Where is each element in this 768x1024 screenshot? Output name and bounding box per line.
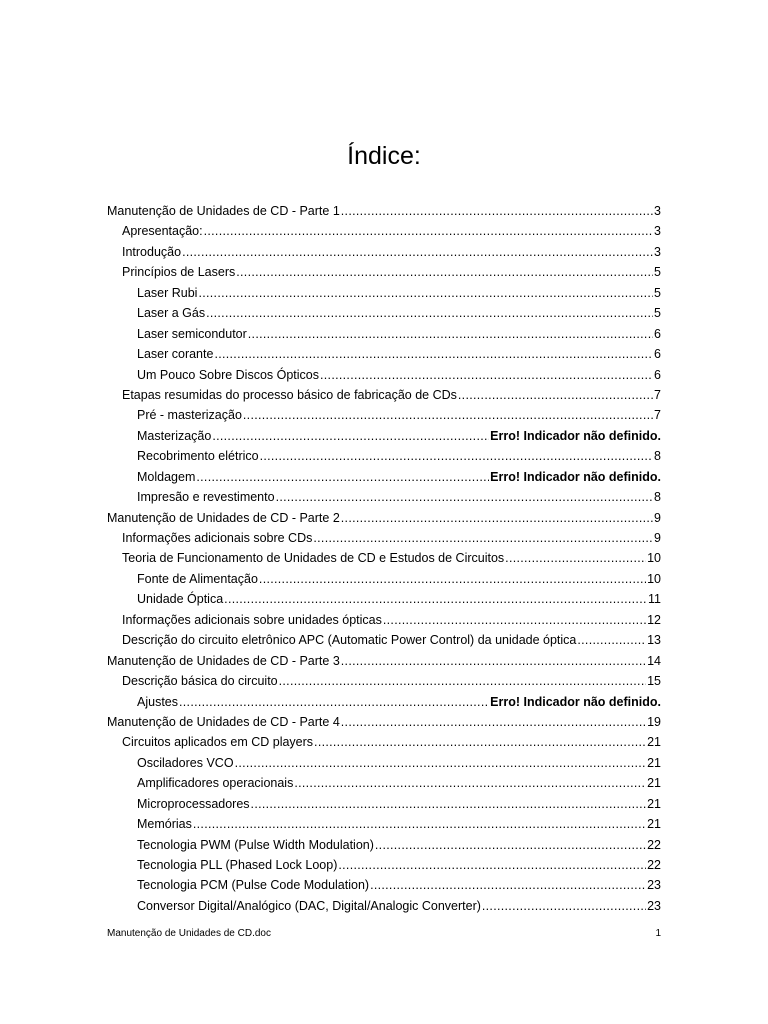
toc-dot-leader bbox=[313, 528, 653, 548]
toc-entry-label[interactable]: Pré - masterização bbox=[137, 408, 242, 423]
toc-entry[interactable] bbox=[107, 467, 661, 487]
toc-entry-label[interactable]: Laser a Gás bbox=[137, 306, 206, 321]
toc-entry[interactable] bbox=[107, 283, 661, 303]
toc-entry[interactable] bbox=[107, 671, 661, 691]
toc-entry-page-number[interactable]: 9 bbox=[654, 510, 661, 525]
toc-entry[interactable] bbox=[107, 794, 661, 814]
toc-entry-page-number[interactable]: 9 bbox=[654, 531, 661, 545]
toc-dot-leader bbox=[320, 365, 653, 385]
toc-dot-leader bbox=[259, 569, 646, 589]
toc-entry-label[interactable]: Conversor Digital/Analógico (DAC, Digital/Analogic Converter) bbox=[137, 898, 481, 913]
toc-entry[interactable] bbox=[107, 405, 661, 425]
toc-entry-page-number[interactable]: 10 bbox=[647, 551, 661, 566]
toc-entry-label[interactable]: Memórias bbox=[137, 817, 192, 832]
toc-dot-leader bbox=[193, 814, 646, 834]
toc-entry-label[interactable]: Laser corante bbox=[137, 347, 214, 362]
toc-entry[interactable] bbox=[107, 487, 661, 507]
toc-entry[interactable] bbox=[107, 835, 661, 855]
toc-dot-leader bbox=[577, 630, 646, 650]
toc-entry-label[interactable]: Tecnologia PLL (Phased Lock Loop) bbox=[137, 858, 338, 872]
toc-entry-label[interactable]: Circuitos aplicados em CD players bbox=[122, 735, 314, 750]
toc-dot-leader bbox=[198, 283, 653, 303]
toc-dot-leader bbox=[212, 426, 489, 446]
toc-entry-label[interactable]: Descrição do circuito eletrônico APC (Automatic Power Control) da unidade óptica bbox=[122, 633, 577, 648]
page-footer bbox=[107, 927, 661, 941]
toc-entry[interactable] bbox=[107, 262, 661, 282]
toc-entry-page-number[interactable]: 5 bbox=[654, 265, 661, 280]
toc-entry-label[interactable]: Tecnologia PWM (Pulse Width Modulation) bbox=[137, 837, 374, 852]
toc-entry[interactable] bbox=[107, 303, 661, 323]
toc-entry-label[interactable]: Descrição básica do circuito bbox=[122, 674, 278, 689]
toc-entry-label[interactable]: Manutenção de Unidades de CD - Parte 3 bbox=[107, 653, 340, 668]
toc-entry-label[interactable]: Princípios de Lasers bbox=[122, 265, 236, 280]
toc-entry[interactable] bbox=[107, 712, 661, 732]
toc-entry-label[interactable]: Unidade Óptica bbox=[137, 592, 224, 607]
toc-entry-page-number[interactable]: 8 bbox=[654, 449, 661, 464]
toc-dot-leader bbox=[341, 712, 646, 732]
toc-dot-leader bbox=[383, 610, 646, 630]
toc-dot-leader bbox=[505, 548, 646, 568]
toc-entry-label[interactable]: Tecnologia PCM (Pulse Code Modulation) bbox=[137, 878, 370, 893]
toc-entry[interactable] bbox=[107, 201, 661, 221]
toc-entry[interactable] bbox=[107, 344, 661, 364]
toc-entry-page-number[interactable]: 21 bbox=[647, 755, 661, 770]
toc-entry[interactable] bbox=[107, 221, 661, 241]
toc-dot-leader bbox=[236, 262, 653, 282]
toc-dot-leader bbox=[260, 446, 653, 466]
toc-entry-label[interactable]: Apresentação: bbox=[122, 224, 203, 239]
toc-dot-leader bbox=[196, 467, 489, 487]
toc-entry-label[interactable]: Introdução bbox=[122, 244, 182, 259]
toc-entry-label[interactable]: Informações adicionais sobre unidades ópticas bbox=[122, 612, 382, 627]
toc-dot-leader bbox=[482, 896, 646, 916]
toc-dot-leader bbox=[243, 405, 653, 425]
toc-entry-label[interactable]: Laser semicondutor bbox=[137, 326, 247, 341]
toc-entry-label[interactable]: Um Pouco Sobre Discos Ópticos bbox=[137, 367, 320, 382]
toc-dot-leader bbox=[235, 753, 647, 773]
toc-entry-page-number[interactable]: 14 bbox=[647, 653, 661, 668]
toc-entry-page-number[interactable]: 19 bbox=[647, 714, 661, 729]
toc-entry-label[interactable]: Moldagem bbox=[137, 469, 196, 484]
footer-page-number: 1 bbox=[655, 928, 661, 939]
toc-entry-label[interactable]: Impresão e revestimento bbox=[137, 490, 275, 505]
toc-dot-leader bbox=[338, 855, 646, 875]
table-of-contents bbox=[107, 201, 661, 916]
toc-entry-page-number[interactable]: 6 bbox=[654, 347, 661, 362]
toc-entry[interactable] bbox=[107, 692, 661, 712]
toc-entry-label[interactable]: Fonte de Alimentação bbox=[137, 571, 258, 586]
toc-dot-leader bbox=[206, 303, 653, 323]
toc-entry-error[interactable]: Erro! Indicador não definido. bbox=[490, 469, 661, 484]
toc-entry[interactable] bbox=[107, 732, 661, 752]
toc-entry[interactable] bbox=[107, 773, 661, 793]
toc-entry-page-number[interactable]: 3 bbox=[654, 244, 661, 259]
toc-dot-leader bbox=[458, 385, 653, 405]
toc-dot-leader bbox=[375, 835, 646, 855]
toc-entry[interactable] bbox=[107, 875, 661, 895]
toc-dot-leader bbox=[314, 732, 646, 752]
toc-entry[interactable] bbox=[107, 548, 661, 568]
toc-entry-page-number[interactable]: 8 bbox=[654, 490, 661, 505]
toc-entry-page-number[interactable]: 22 bbox=[647, 858, 661, 872]
toc-entry-error[interactable]: Erro! Indicador não definido. bbox=[490, 428, 661, 443]
toc-entry-page-number[interactable]: 21 bbox=[647, 796, 661, 811]
toc-entry[interactable] bbox=[107, 814, 661, 834]
toc-entry-page-number[interactable]: 5 bbox=[654, 285, 661, 300]
toc-entry-label[interactable]: Manutenção de Unidades de CD - Parte 1 bbox=[107, 204, 340, 218]
toc-entry[interactable] bbox=[107, 365, 661, 385]
toc-entry-label[interactable]: Teoria de Funcionamento de Unidades de CD e Estudos de Circuitos bbox=[122, 551, 505, 566]
toc-entry-page-number[interactable]: 6 bbox=[654, 367, 661, 382]
toc-entry[interactable] bbox=[107, 855, 661, 875]
toc-dot-leader bbox=[370, 875, 646, 895]
toc-dot-leader bbox=[204, 221, 653, 241]
toc-entry[interactable] bbox=[107, 630, 661, 650]
toc-dot-leader bbox=[341, 508, 653, 528]
toc-entry[interactable] bbox=[107, 589, 661, 609]
toc-entry[interactable] bbox=[107, 528, 661, 548]
toc-entry[interactable] bbox=[107, 446, 661, 466]
toc-entry-label[interactable]: Amplificadores operacionais bbox=[137, 776, 294, 791]
toc-entry[interactable] bbox=[107, 753, 661, 773]
toc-entry-page-number[interactable]: 15 bbox=[647, 674, 661, 689]
toc-entry-page-number[interactable]: 23 bbox=[647, 878, 661, 893]
toc-entry-page-number[interactable]: 11 bbox=[648, 592, 661, 607]
toc-entry-page-number[interactable]: 6 bbox=[654, 326, 661, 341]
toc-dot-leader bbox=[179, 692, 489, 712]
toc-entry-page-number[interactable]: 3 bbox=[654, 224, 661, 239]
toc-entry-page-number[interactable]: 13 bbox=[647, 633, 661, 648]
toc-entry[interactable] bbox=[107, 896, 661, 916]
toc-entry-label[interactable]: Osciladores VCO bbox=[137, 755, 234, 770]
toc-entry-label[interactable]: Manutenção de Unidades de CD - Parte 2 bbox=[107, 510, 340, 525]
toc-entry-label[interactable]: Microprocessadores bbox=[137, 796, 250, 811]
toc-dot-leader bbox=[251, 794, 647, 814]
toc-entry-page-number[interactable]: 23 bbox=[647, 898, 661, 913]
toc-entry-page-number[interactable]: 10 bbox=[647, 571, 661, 586]
toc-dot-leader bbox=[276, 487, 653, 507]
footer-filename: Manutenção de Unidades de CD.doc bbox=[107, 928, 271, 939]
toc-entry-label[interactable]: Laser Rubi bbox=[137, 285, 198, 300]
toc-dot-leader bbox=[341, 651, 646, 671]
toc-entry[interactable] bbox=[107, 651, 661, 671]
toc-entry-label[interactable]: Masterização bbox=[137, 428, 212, 443]
toc-entry-page-number[interactable]: 21 bbox=[647, 817, 661, 832]
toc-dot-leader bbox=[248, 324, 653, 344]
toc-entry-error[interactable]: Erro! Indicador não definido. bbox=[490, 694, 661, 709]
toc-entry[interactable] bbox=[107, 242, 661, 262]
toc-entry[interactable] bbox=[107, 610, 661, 630]
toc-entry[interactable] bbox=[107, 324, 661, 344]
toc-entry-page-number[interactable]: 12 bbox=[647, 612, 661, 627]
toc-entry-label[interactable]: Ajustes bbox=[137, 694, 178, 709]
toc-entry-page-number[interactable]: 21 bbox=[647, 776, 661, 791]
toc-entry[interactable] bbox=[107, 508, 661, 528]
toc-entry-page-number[interactable]: 7 bbox=[654, 387, 661, 402]
toc-dot-leader bbox=[214, 344, 653, 364]
toc-dot-leader bbox=[341, 201, 653, 221]
toc-entry-page-number[interactable]: 3 bbox=[654, 204, 661, 218]
toc-dot-leader bbox=[224, 589, 647, 609]
toc-entry-page-number[interactable]: 7 bbox=[654, 408, 661, 423]
toc-dot-leader bbox=[294, 773, 646, 793]
toc-entry-page-number[interactable]: 5 bbox=[654, 306, 661, 321]
toc-entry[interactable] bbox=[107, 385, 661, 405]
page-title: Índice: bbox=[347, 142, 421, 170]
toc-entry-label[interactable]: Etapas resumidas do processo básico de fabricação de CDs bbox=[122, 387, 457, 402]
toc-entry-label[interactable]: Informações adicionais sobre CDs bbox=[122, 531, 313, 545]
toc-entry-label[interactable]: Recobrimento elétrico bbox=[137, 449, 259, 464]
toc-dot-leader bbox=[279, 671, 646, 691]
toc-entry[interactable] bbox=[107, 426, 661, 446]
toc-entry-page-number[interactable]: 21 bbox=[647, 735, 661, 750]
toc-entry-page-number[interactable]: 22 bbox=[647, 837, 661, 852]
toc-entry[interactable] bbox=[107, 569, 661, 589]
toc-dot-leader bbox=[182, 242, 653, 262]
toc-entry-label[interactable]: Manutenção de Unidades de CD - Parte 4 bbox=[107, 714, 340, 729]
